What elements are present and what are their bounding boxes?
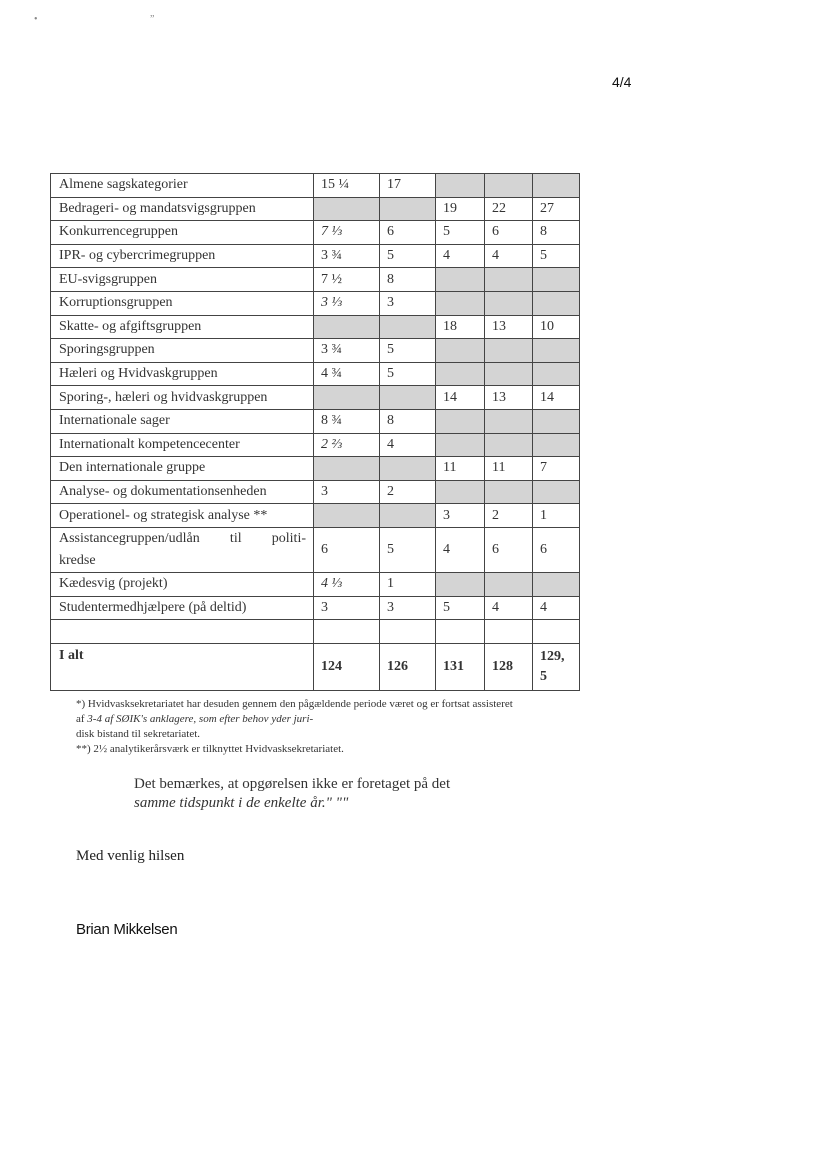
table-cell: 3 [380,291,436,315]
table-cell: 6 [485,527,533,572]
page-number: 4/4 [612,74,632,90]
table-cell [314,457,380,481]
table-cell [533,433,580,457]
table-cell: 3 ⅓ [314,291,380,315]
footnote-1 [76,697,516,742]
table-cell: 3 [380,596,436,620]
table-cell [485,433,533,457]
row-label: Bedrageri- og mandatsvigsgruppen [51,197,314,221]
closing-greeting: Med venlig hilsen [76,848,185,864]
table-cell: 13 [485,386,533,410]
table-row [51,244,580,268]
table-cell [314,386,380,410]
table-cell: 7 [533,457,580,481]
table-cell [485,339,533,363]
table-row [51,457,580,481]
table-cell [314,504,380,528]
table-cell-empty [380,620,436,644]
table-cell: 8 [533,221,580,245]
table-cell [314,197,380,221]
table-row [51,291,580,315]
row-label: Konkurrencegruppen [51,221,314,245]
table-cell: 4 [485,596,533,620]
scan-specks: • ˮ [34,14,210,25]
total-last-line-2: 5 [540,668,547,684]
table-cell [533,409,580,433]
table-cell: 17 [380,174,436,198]
table-cell [436,291,485,315]
table-cell [485,572,533,596]
table-cell [485,291,533,315]
table-cell [314,315,380,339]
table-cell [436,409,485,433]
table-cell [380,386,436,410]
row-label: Kædesvig (projekt) [51,572,314,596]
row-label: Almene sagskategorier [51,174,314,198]
table-row [51,221,580,245]
table-cell: 11 [485,457,533,481]
footnote-1-text: *) Hvidvasksekretariatet har desuden gennem den pågældende periode været og er fortsat assisteret af [76,698,513,725]
table-cell: 8 [380,409,436,433]
table-cell: 8 [380,268,436,292]
table-cell: 2 ⅔ [314,433,380,457]
staff-table [50,173,580,691]
table-cell [436,480,485,504]
table-row [51,197,580,221]
table-cell [485,409,533,433]
total-cell: 124 [314,643,380,690]
row-label: Den internationale gruppe [51,457,314,481]
table-cell: 6 [314,527,380,572]
table-row [51,504,580,528]
table-cell: 5 [380,362,436,386]
table-cell-empty [485,620,533,644]
table-cell: 4 [533,596,580,620]
total-cell: 131 [436,643,485,690]
table-cell: 27 [533,197,580,221]
table-cell: 5 [533,244,580,268]
total-cell-last [533,643,580,690]
table-cell [485,174,533,198]
table-cell [533,480,580,504]
table-cell: 5 [380,339,436,363]
table-cell [380,315,436,339]
row-label: Skatte- og afgiftsgruppen [51,315,314,339]
table-cell [436,572,485,596]
table-body [51,174,580,691]
table-row [51,174,580,198]
table-cell: 11 [436,457,485,481]
table-cell: 19 [436,197,485,221]
table-cell: 3 [436,504,485,528]
row-label: Hæleri og Hvidvaskgruppen [51,362,314,386]
row-label-line-2: kredse [59,552,96,568]
table-cell [436,339,485,363]
table-cell: 3 [314,596,380,620]
footnote-1-end: disk bistand til sekretariatet. [76,728,201,740]
row-label: Sporing-, hæleri og hvidvaskgruppen [51,386,314,410]
table-cell [380,457,436,481]
footnote-1-italic: 3-4 af SØIK's anklagere, som efter behov yder juri- [87,713,314,725]
table-cell [380,504,436,528]
table-cell: 15 ¼ [314,174,380,198]
table-cell: 22 [485,197,533,221]
signature-name: Brian Mikkelsen [76,921,178,938]
table-row-total [51,643,580,690]
table-row [51,268,580,292]
table-cell: 4 [436,527,485,572]
table-cell: 10 [533,315,580,339]
table-cell: 6 [380,221,436,245]
table-row [51,339,580,363]
table-cell: 4 [380,433,436,457]
table-cell [533,362,580,386]
row-label [51,527,314,572]
row-label: Internationale sager [51,409,314,433]
table-cell: 8 ¾ [314,409,380,433]
table-cell [436,174,485,198]
total-cell: 128 [485,643,533,690]
table-cell [485,362,533,386]
row-label: IPR- og cybercrimegruppen [51,244,314,268]
row-label: Korruptionsgruppen [51,291,314,315]
table-cell [436,433,485,457]
table-cell: 5 [380,244,436,268]
table-cell: 4 [485,244,533,268]
remark-line-2: samme tidspunkt i de enkelte år." "" [134,795,349,811]
row-label: EU-svigsgruppen [51,268,314,292]
table-cell: 1 [380,572,436,596]
table-cell: 6 [485,221,533,245]
row-label: Operationel- og strategisk analyse ** [51,504,314,528]
table-row-empty [51,620,580,644]
table-cell-empty [51,620,314,644]
table-cell: 2 [485,504,533,528]
table-row [51,362,580,386]
row-label: Analyse- og dokumentationsenheden [51,480,314,504]
table-row [51,315,580,339]
table-cell: 1 [533,504,580,528]
table-cell: 4 ¾ [314,362,380,386]
table-cell [485,268,533,292]
table-row [51,527,580,572]
row-label: Internationalt kompetencecenter [51,433,314,457]
table-cell [380,197,436,221]
row-label: Studentermedhjælpere (på deltid) [51,596,314,620]
table-cell [436,362,485,386]
table-cell-empty [436,620,485,644]
total-cell: 126 [380,643,436,690]
remark-quote [134,775,514,813]
table-row [51,480,580,504]
table-cell: 4 [436,244,485,268]
table-cell [533,339,580,363]
total-last-line-1: 129, [540,648,565,664]
table-cell: 3 ¾ [314,339,380,363]
table-row [51,386,580,410]
table-cell: 5 [436,596,485,620]
table-cell [533,572,580,596]
table-cell: 4 ⅓ [314,572,380,596]
table-row [51,409,580,433]
remark-line-1: Det bemærkes, at opgørelsen ikke er foretaget på det [134,776,451,792]
table-row [51,596,580,620]
table-cell-empty [533,620,580,644]
table-cell: 7 ½ [314,268,380,292]
table-cell: 3 [314,480,380,504]
table-cell [533,268,580,292]
table-row [51,433,580,457]
table-cell [533,291,580,315]
footnote-2: **) 2½ analytikerårsværk er tilknyttet Hvidvasksekretariatet. [76,743,344,755]
table-cell: 14 [533,386,580,410]
table-cell: 6 [533,527,580,572]
table-row [51,572,580,596]
table-cell: 2 [380,480,436,504]
table-cell: 3 ¾ [314,244,380,268]
table-cell: 18 [436,315,485,339]
table-cell [436,268,485,292]
table-cell [485,480,533,504]
table-cell: 14 [436,386,485,410]
row-label: Sporingsgruppen [51,339,314,363]
table-cell: 5 [380,527,436,572]
total-label: I alt [51,643,314,690]
footnotes [76,697,516,757]
table-cell: 5 [436,221,485,245]
row-label-line-1: Assistancegruppen/udlån til politi- [59,530,306,546]
table-cell: 13 [485,315,533,339]
table-cell [533,174,580,198]
table-cell: 7 ⅓ [314,221,380,245]
table-cell-empty [314,620,380,644]
